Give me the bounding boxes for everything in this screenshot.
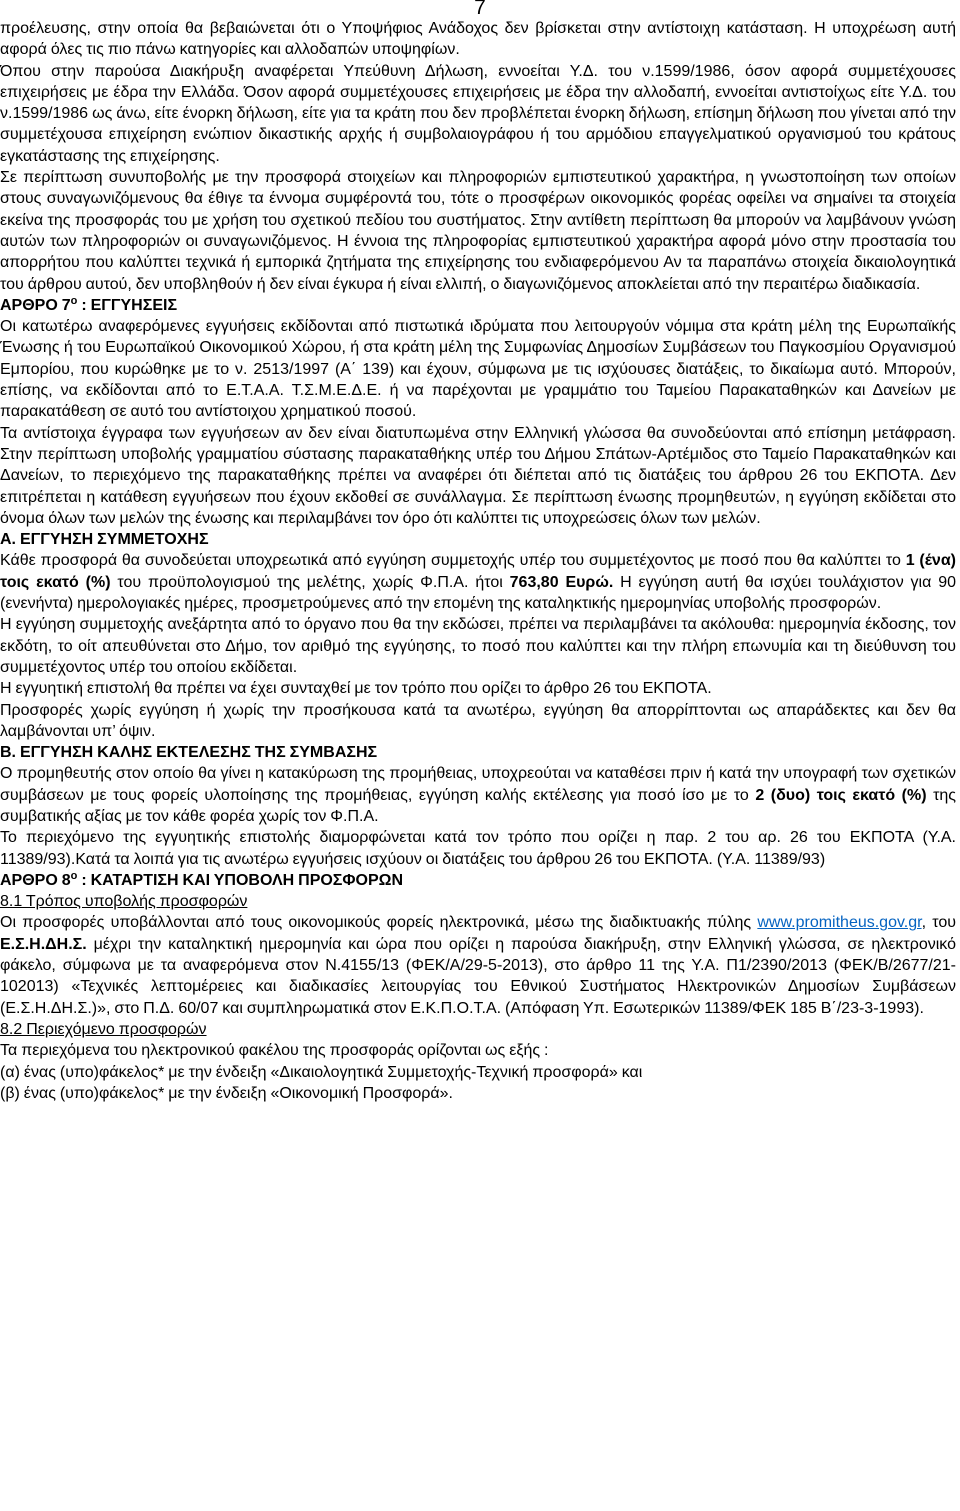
- paragraph: Τα περιεχόμενα του ηλεκτρονικού φακέλου της προσφοράς ορίζονται ως εξής :: [0, 1042, 549, 1060]
- paragraph: Οι προσφορές υποβάλλονται από τους οικονομικούς φορείς ηλεκτρονικά, μέσω της διαδικτυακής πύλης www.promitheus.gov.gr, του Ε.Σ.Η.ΔΗ.Σ. μέχρι την καταληκτική ημερομηνία και ώρα που ορίζει η παρούσα διακήρυξη, στην Ελληνική γλώσσα, σε ηλεκτρονικό φάκελο, σύμφωνα με τα αναφερόμενα στον Ν.4155/13 (ΦΕΚ/Α/29-5-2013), στο άρθρο 11 της Υ.Α. Π1/2390/2013 (ΦΕΚ/Β/2677/21-102013) «Τεχνικές λεπτομέρειες και διαδικασίες λειτουργίας του Εθνικού Συστήματος Ηλεκτρονικών Δημοσίων Συμβάσεων (Ε.Σ.Η.ΔΗ.Σ.)», στο Π.Δ. 60/07 και συμπληρωματικά στον Ε.Κ.Π.Ο.Τ.Α. (Απόφαση Υπ. Εσωτερικών 11389/ΦΕΚ 185 Β΄/23-3-1993).: [0, 914, 956, 1017]
- subsection-8-1-heading: 8.1 Τρόπος υποβολής προσφορών: [0, 893, 248, 911]
- paragraph: Σε περίπτωση συνυποβολής με την προσφορά στοιχείων και πληροφοριών εμπιστευτικού χαρακτήρα, η γνωστοποίηση των οποίων στους συναγωνιζόμενους θα έθιγε τα έννομα συμφέροντά του, τότε ο προσφέρων οικονομικός φορέας οφείλει να σημαίνει τα στοιχεία εκείνα της προσφοράς του με χρήση του σχετικού πεδίου του συστήματος. Στην αντίθετη περίπτωση θα μπορούν να λαμβάνουν γνώση αυτών των πληροφοριών οι συναγωνιζόμενος. Η έννοια της πληροφορίας εμπιστευτικού χαρακτήρα αφορά μόνο στην προστασία του απορρήτου που καλύπτει τεχνικά ή εμπορικά ζητήματα της επιχείρησης του ενδιαφερόμενου Αν τα παραπάνω στοιχεία δικαιολογητικά του άρθρου αυτού, δεν υποβληθούν ή δεν είναι έγκυρα ή είναι ελλιπή, ο διαγωνιζόμενος αποκλείεται από την περαιτέρω διαδικασία.: [0, 169, 956, 293]
- paragraph: Ο προμηθευτής στον οποίο θα γίνει η κατακύρωση της προμήθειας, υποχρεούται να καταθέσει πριν ή κατά την υπογραφή των σχετικών συμβάσεων με τους φορείς υλοποίησης της προμήθειας, εγγύηση καλής εκτέλεσης για ποσό ίσο με το 2 (δυο) τοις εκατό (%) της συμβατικής αξίας με τον κάθε φορέα χωρίς τον Φ.Π.Α.: [0, 765, 957, 825]
- list-item: (β) ένας (υπο)φάκελος* με την ένδειξη «Οικονομική Προσφορά».: [0, 1084, 453, 1102]
- article-7-heading: ΑΡΘΡΟ $7^o$ : ΕΓΓΥΗΣΕΙΣ: [0, 294, 178, 314]
- paragraph: Κάθε προσφορά θα συνοδεύεται υποχρεωτικά από εγγύηση συμμετοχής υπέρ του συμμετέχοντος με ποσό που θα καλύπτει το 1 (ένα) τοις εκατό (%) του προϋπολογισμού της μελέτης, χωρίς Φ.Π.Α. ήτοι 763,80 Ευρώ. Η εγγύηση αυτή θα ισχύει τουλάχιστον για 90 (ενενήντα) ημερολογιακές ημέρες, προσμετρούμενες από την επομένη της καταληκτικής ημερομηνίας υποβολής προσφορών.: [0, 552, 957, 613]
- document-body: [0, 18, 956, 1104]
- paragraph: Προσφορές χωρίς εγγύηση ή χωρίς την προσήκουσα κατά τα ανωτέρω, εγγύηση θα απορρίπτονται ως απαράδεκτες και δεν θα λαμβάνονται υπ’ όψιν.: [0, 701, 956, 740]
- paragraph: Η εγγυητική επιστολή θα πρέπει να έχει συνταχθεί με τον τρόπο που ορίζει το άρθρο 26 του ΕΚΠΟΤΑ.: [0, 680, 712, 698]
- paragraph: προέλευσης, στην οποία θα βεβαιώνεται ότι ο Υποψήφιος Ανάδοχος δεν βρίσκεται στην αντίστοιχη κατάσταση. Η υποχρέωση αυτή αφορά όλες τις πιο πάνω κατηγορίες και αλλοδαπών υποψηφίων.: [0, 20, 956, 59]
- paragraph: Η εγγύηση συμμετοχής ανεξάρτητα από το όργανο που θα την εκδώσει, πρέπει να περιλαμβάνει τα ακόλουθα: ημερομηνία έκδοσης, τον εκδότη, το οίτ απευθύνεται στο Δήμο, τον αριθμό της εγγύησης, το ποσό που καλύπτει και την πλήρη επωνυμία και τη διεύθυνση του συμμετέχοντος υπέρ του οποίου εκδίδεται.: [0, 616, 956, 676]
- section-b-heading: Β. ΕΓΓΥΗΣΗ ΚΑΛΗΣ ΕΚΤΕΛΕΣΗΣ ΤΗΣ ΣΥΜΒΑΣΗΣ: [0, 744, 378, 762]
- paragraph: Οι κατωτέρω αναφερόμενες εγγυήσεις εκδίδονται από πιστωτικά ιδρύματα που λειτουργούν νόμιμα στα κράτη μέλη της Ευρωπαϊκής Ένωσης ή του Ευρωπαϊκού Οικονομικού Χώρου, ή στα κράτη μέλη της Συμφωνίας Δημοσίων Συμβάσεων του Παγκοσμίου Οργανισμού Εμπορίου, που κυρώθηκε με το ν. 2513/1997 (Α΄ 139) και έχουν, σύμφωνα με τις ισχύουσες διατάξεις, το δικαίωμα αυτό. Μπορούν, επίσης, να εκδίδονται από το Ε.Τ.Α.Α. Τ.Σ.Μ.Ε.Δ.Ε. ή να παρέχονται με γραμμάτιο του Ταμείου Παρακαταθηκών και Δανείων με παρακατάθεση σε αυτό του αντίστοιχου χρηματικού ποσού.: [0, 318, 956, 421]
- page-number: 7: [474, 0, 486, 19]
- paragraph: Όπου στην παρούσα Διακήρυξη αναφέρεται Υπεύθυνη Δήλωση, εννοείται Υ.Δ. του ν.1599/1986, όσον αφορά συμμετέχουσες επιχειρήσεις με έδρα την Ελλάδα. Όσον αφορά συμμετέχουσες επιχειρήσεις με έδρα την αλλοδαπή, εννοείται αντιστοίχως είτε Υ.Δ. του ν.1599/1986 ως άνω, είτε ένορκη δήλωση, είτε για τα κράτη που δεν προβλέπεται ένορκη δήλωση, επίσημη δήλωση που γίνεται από την συμμετέχουσα επιχείρηση ενώπιον δικαστικής αρχής ή συμβολαιογράφου ή του αρμόδιου επαγγελματικού οργανισμού του κράτους εγκατάστασης της επιχείρησης.: [0, 62, 956, 165]
- promitheus-link[interactable]: www.promitheus.gov.gr: [757, 914, 922, 932]
- article-8-heading: ΑΡΘΡΟ $8^o$ : ΚΑΤΑΡΤΙΣΗ ΚΑΙ ΥΠΟΒΟΛΗ ΠΡΟΣΦΟΡΩΝ: [0, 869, 404, 889]
- subsection-8-2-heading: 8.2 Περιεχόμενο προσφορών: [0, 1020, 207, 1038]
- section-a-heading: Α. ΕΓΓΥΗΣΗ ΣΥΜΜΕΤΟΧΗΣ: [0, 531, 209, 549]
- paragraph: Τα αντίστοιχα έγγραφα των εγγυήσεων αν δεν είναι διατυπωμένα στην Ελληνική γλώσσα θα συνοδεύονται από επίσημη μετάφραση. Στην περίπτωση υποβολής γραμματίου σύστασης παρακαταθήκης υπέρ του Δήμου Σπάτων-Αρτέμιδος στο Ταμείο Παρακαταθηκών και Δανείων, το περιεχόμενο της παρακαταθήκης πρέπει να αναφέρει ότι διέπεται από τις διατάξεις του άρθρου 26 του ΕΚΠΟΤΑ. Δεν επιτρέπεται η κατάθεση εγγυήσεων που έχουν εκδοθεί σε συνάλλαγμα. Σε περίπτωση ένωσης προμηθευτών, η εγγύηση εκδίδεται στο όνομα όλων των μελών της ένωσης και περιλαμβάνει τον όρο ότι καλύπτει τις υποχρεώσεις όλων των μελών.: [0, 424, 956, 527]
- paragraph: Το περιεχόμενο της εγγυητικής επιστολής διαμορφώνεται κατά τον τρόπο που ορίζει η παρ. 2 του αρ. 26 του ΕΚΠΟΤΑ (Υ.Α. 11389/93).Κατά τα λοιπά για τις ανωτέρω εγγυήσεις ισχύουν οι διατάξεις του άρθρου 26 του ΕΚΠΟΤΑ. (Υ.Α. 11389/93): [0, 829, 956, 868]
- list-item: (α) ένας (υπο)φάκελος* με την ένδειξη «Δικαιολογητικά Συμμετοχής-Τεχνική προσφορά» και: [0, 1063, 643, 1081]
